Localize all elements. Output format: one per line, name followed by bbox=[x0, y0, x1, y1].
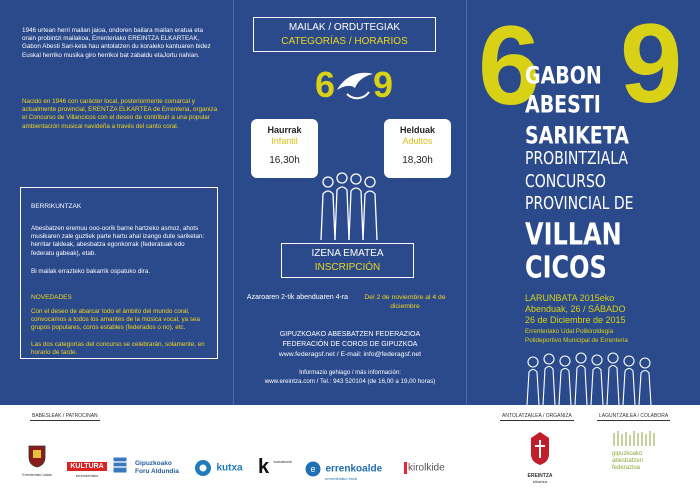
categories-basque: MAILAK / ORDUTEGIAK bbox=[288, 22, 401, 33]
registration-spanish: INSCRIPCIÓN bbox=[314, 262, 381, 273]
title-line-2: ABESTI bbox=[525, 91, 601, 119]
errenkoalde-logo bbox=[305, 460, 382, 481]
choir-singers-illustration bbox=[318, 170, 384, 240]
ereintza-logo-subtext: elkartea bbox=[532, 479, 548, 484]
kirolkide-logo bbox=[404, 462, 445, 474]
cat1-spanish: Infantil bbox=[271, 136, 298, 146]
title-line-4: PROBINTZIALA bbox=[525, 149, 628, 169]
organizer-label: ANTOLATZAILEA / ORGANIZA bbox=[502, 413, 572, 419]
federation-footer-logo-text bbox=[612, 451, 662, 472]
novedades-text: Con el deseo de abarcar todo el ámbito del mundo coral, convocamos a todos los amantes de la música vocal, ya sea grupos populares, coros estables (federados o no), etc. bbox=[31, 308, 201, 332]
gipuzkoa-crest-logo bbox=[110, 456, 130, 479]
rules-text: Abesbatzen eremuu ooo-oorik barne hartzeko asmoz, ahots musikaren zale guztiek parte hartu ahal izango dute sariketan: herritar taldeak, abesbatza egonkorrak (federatuak edo federatu gabeak), etab. bbox=[31, 225, 205, 257]
title-line-6: PROVINCIAL DE bbox=[525, 194, 634, 214]
mini-69-logo bbox=[315, 62, 405, 112]
fold-line-2 bbox=[466, 0, 467, 405]
title-line-3: SARIKETA bbox=[525, 122, 629, 150]
more-info-label: Informazio gehiago / más información: bbox=[299, 370, 401, 376]
fed-logo-line-3: federazioa bbox=[612, 465, 641, 471]
mini-logo-9: 9 bbox=[373, 64, 394, 105]
collaborator-label: LAGUNTZAILEA / COLABORA bbox=[599, 413, 669, 419]
errenkoalde-circle-icon bbox=[305, 461, 321, 477]
categories-header-box bbox=[253, 17, 436, 52]
venue-basque: Errenteriako Udal Polikiroldegia bbox=[525, 328, 614, 335]
title-line-7: VILLAN bbox=[525, 217, 622, 252]
federation-basque: GIPUZKOAKO ABESBATZEN FEDERAZIOA bbox=[279, 331, 421, 338]
shield-icon bbox=[28, 444, 46, 468]
ereintza-logo-text: EREINTZA bbox=[527, 473, 553, 479]
federation-footer-logo bbox=[612, 430, 662, 472]
kutxa-circle-icon bbox=[194, 459, 212, 477]
rules-text-2: Bi mailak errazteko bakarrik ospatuko dira. bbox=[31, 268, 150, 275]
kutxabank-logo bbox=[258, 456, 292, 479]
kultura-logo bbox=[67, 455, 107, 478]
cat2-time: 18,30h bbox=[402, 155, 433, 166]
category-card-children bbox=[251, 119, 318, 178]
federation-spanish: FEDERACIÓN DE COROS DE GIPUZKOA bbox=[282, 341, 418, 348]
mini-logo-6: 6 bbox=[315, 64, 336, 105]
intro-basque-text: 1946 urtean herri mailan jaioa, ondoren bailara mailan eratua eta orain probintzi mailakoa, Errenteriako EREINTZA ELKARTEAK, Gabon Abesti Sari-keta hau antolatzen du koraleko kantuaren bidez Euskal herriko musika giro herrikoi bat zabaldu etaJortu nahian. bbox=[22, 27, 211, 59]
cat1-time: 16,30h bbox=[269, 155, 300, 166]
kutxa-logo bbox=[194, 459, 243, 477]
ereintza-emblem-icon bbox=[525, 428, 555, 468]
category-card-adults bbox=[384, 119, 451, 178]
kirolkide-logo-text: kirolkide bbox=[408, 462, 445, 474]
event-date-1: LARUNBATA 2015eko bbox=[525, 293, 615, 303]
kutxabank-k-icon: k bbox=[258, 456, 270, 478]
choir-lines-icon bbox=[612, 430, 656, 446]
choir-group-illustration bbox=[523, 350, 663, 405]
cat1-basque: Haurrak bbox=[267, 125, 302, 135]
title-line-1: GABON bbox=[525, 62, 602, 90]
errenkoalde-logo-subtext: errenderiako erosl bbox=[325, 476, 358, 481]
title-line-8: CICOS bbox=[525, 250, 607, 285]
fed-logo-line-2: abesbatzen bbox=[612, 458, 644, 464]
event-date-3: 26 de Diciembre de 2015 bbox=[525, 315, 626, 325]
cat2-basque: Helduak bbox=[399, 125, 435, 135]
big-number-9: 9 bbox=[620, 1, 683, 126]
novedades-title: NOVEDADES bbox=[31, 294, 72, 301]
errenkoalde-logo-text: errenkoalde bbox=[325, 463, 383, 475]
cat2-spanish: Adultos bbox=[402, 136, 433, 146]
svg-text:e: e bbox=[310, 463, 316, 474]
crest-icon bbox=[112, 456, 128, 474]
gipuzkoa-logo-text-2: Foru Aldundia bbox=[135, 468, 179, 475]
venue-spanish: Polideportivo Municipal de Errenteria bbox=[525, 337, 628, 344]
gipuzkoa-logo bbox=[135, 460, 179, 476]
kultura-logo-text: KULTURA bbox=[67, 462, 106, 471]
registration-dates-basque: Azaroaren 2-tik abenduaren 4-ra bbox=[246, 294, 349, 301]
registration-basque: IZENA EMATEA bbox=[311, 248, 384, 259]
title-line-5: CONCURSO bbox=[525, 172, 606, 192]
ereintza-logo bbox=[515, 428, 565, 484]
categories-spanish: CATEGORÍAS / HORARIOS bbox=[281, 36, 408, 47]
federation-contact[interactable]: www.federagsf.net / E-mail: info@federagsf.net bbox=[278, 351, 422, 358]
kultura-logo-subtext: errenderiako bbox=[75, 473, 99, 478]
registration-box bbox=[281, 243, 414, 278]
dove-icon bbox=[333, 66, 377, 106]
intro-spanish-text: Nacido en 1946 con carácter local, posteriormente comarcal y actualmente provincial, ERENTZA ELKARTEA de Errenteria, organiza el Concurso de Villancicos con el deseo de contribuir a una popular ambientación musical navideña a través del canto coral. bbox=[22, 98, 218, 130]
kutxabank-logo-text: kutxabank bbox=[273, 459, 292, 464]
errenteria-shield-logo bbox=[22, 444, 52, 477]
rules-title: BERRIKUNTZAK bbox=[31, 203, 82, 210]
gipuzkoa-logo-text-1: Gipuzkoako bbox=[135, 460, 172, 467]
rules-box bbox=[20, 187, 218, 359]
kutxa-logo-text: kutxa bbox=[216, 462, 243, 474]
more-info-contact[interactable]: www.ereintza.com / Tel.: 943 520104 (de 16,00 a 19,00 horas) bbox=[264, 378, 436, 385]
fed-logo-line-1: gipuzkoako bbox=[612, 451, 643, 457]
big-number-6: 6 bbox=[478, 3, 541, 128]
kirolkide-bar-icon bbox=[404, 462, 407, 474]
fold-line-1 bbox=[233, 0, 234, 405]
novedades-text-2: Las dos categorías del concurso se celebrarán, solamente, en horario de tarde. bbox=[31, 341, 205, 357]
errenteria-logo-text: Errenteriako Udala bbox=[22, 473, 52, 477]
event-date-2: Abenduak, 26 / SÁBADO bbox=[525, 304, 626, 314]
sponsors-label: BABESLEAK / PATROCINAN bbox=[32, 413, 98, 419]
registration-dates-spanish: Del 2 de noviembre al 4 de diciembre bbox=[364, 294, 446, 310]
